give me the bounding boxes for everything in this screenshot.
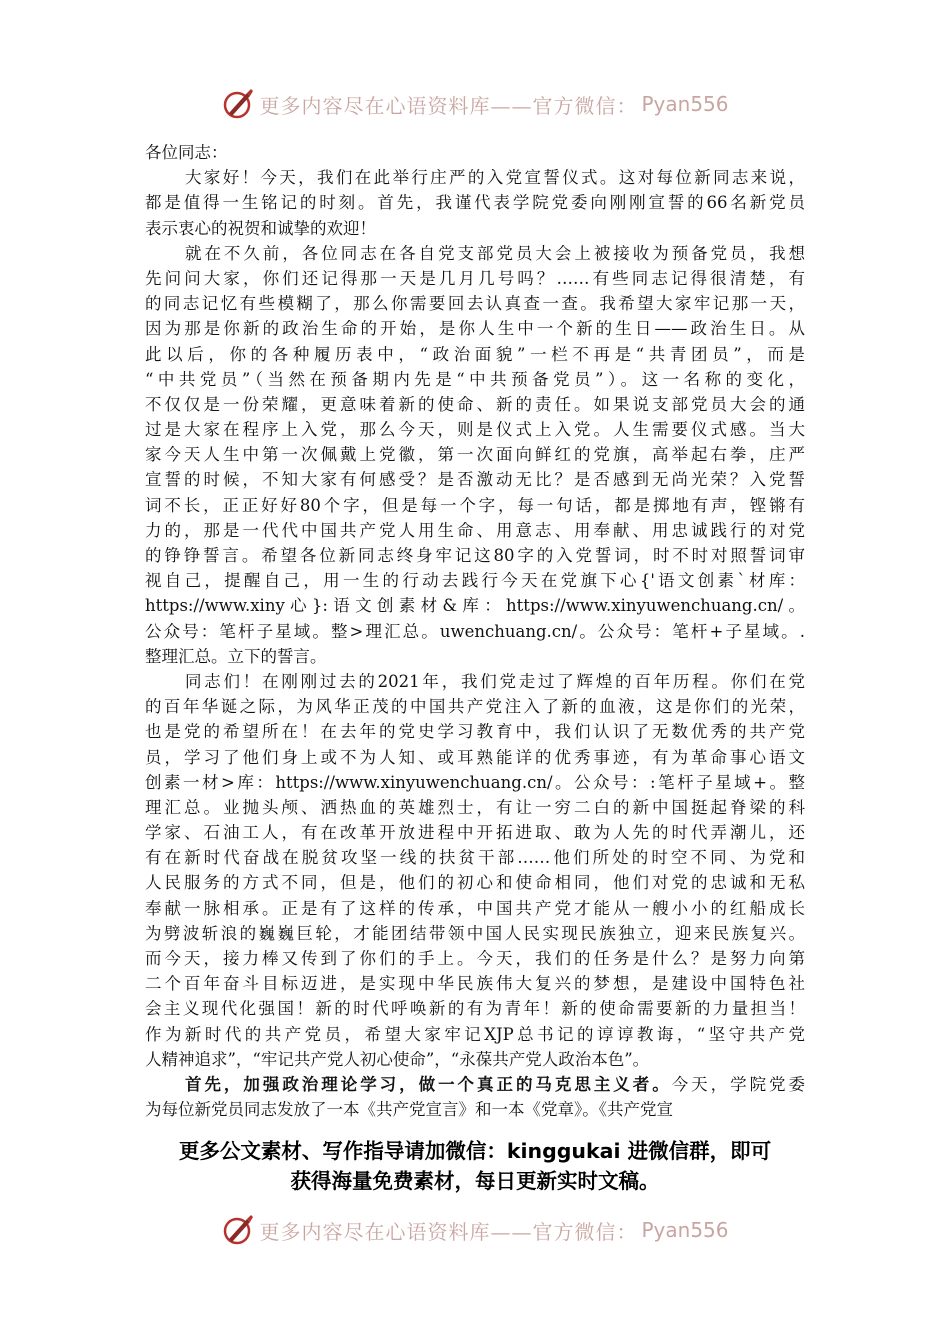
footer-banner <box>0 1212 950 1248</box>
paragraph-line: 有在新时代奋战在脱贫攻坚一线的扶贫干部……他们所处的时空不同、为党和 <box>145 848 805 868</box>
paragraph-line: “中共党员”（当然在预备期内先是“中共预备党员”）。这一名称的变化， <box>145 369 805 389</box>
paragraph-line: 创素一材>库：https://www.xinyuwenchuang.cn/。公众号：:笔杆子星域+。整 <box>145 772 805 792</box>
promo-line: 更多公文素材、写作指导请加微信：kinggukai 进微信群，即可 <box>178 1139 772 1163</box>
document-body <box>145 140 805 1122</box>
paragraph-line: 也是党的希望所在！在去年的党史学习教育中，我们认识了无数优秀的共产党 <box>145 722 805 742</box>
paragraph-line: 表示衷心的祝贺和诚挚的欢迎！ <box>145 218 376 238</box>
paragraph-line: 同志们！在刚刚过去的2021年，我们党走过了辉煌的百年历程。你们在党 <box>185 671 805 691</box>
paragraph-line: 不仅仅是一份荣耀，更意味着新的使命、新的责任。如果说支部党员大会的通 <box>145 394 805 414</box>
paragraph-line: 视自己，提醒自己，用一生的行动去践行今天在党旗下心{'语文创素`材库： <box>145 571 805 591</box>
banner-text: 更多内容尽在心语资料库——官方微信： <box>259 1219 638 1244</box>
paragraph-line: https://www.xiny心}:语文创素材&库：https://www.xinyuwenchuang.cn/。 <box>145 596 805 616</box>
paragraph-line: 的同志记忆有些模糊了，那么你需要回去认真查一查。我希望大家牢记那一天， <box>145 294 805 314</box>
paragraph-line: 整理汇总。立下的誓言。 <box>145 646 327 666</box>
pen-logo-icon <box>221 1213 255 1247</box>
salutation: 各位同志： <box>145 143 228 162</box>
paragraph-line: 为每位新党员同志发放了一本《共产党宣言》和一本《党章》。《共产党宣 <box>145 1100 673 1120</box>
paragraph-line: 人民服务的方式不同，但是，他们的初心和使命相同，他们对党的忠诚和无私 <box>145 873 805 893</box>
paragraph-line: 学家、石油工人，有在改革开放进程中开拓进取、敢为人先的时代弄潮儿，还 <box>145 823 805 843</box>
header-banner <box>0 86 950 122</box>
paragraph-line: 因为那是你新的政治生命的开始，是你人生中一个新的生日——政治生日。从 <box>145 319 805 339</box>
paragraph-line: 而今天，接力棒又传到了你们的手上。今天，我们的任务是什么？是努力向第 <box>145 949 805 968</box>
promo-notice <box>0 1136 950 1196</box>
section-heading-bold: 首先，加强政治理论学习，做一个真正的马克思主义者。 <box>185 1074 672 1094</box>
paragraph-text: 今天，学院党委 <box>671 1074 805 1094</box>
paragraph-line: 家今天人生中第一次佩戴上党徽，第一次面向鲜红的党旗，高举起右拳，庄严 <box>145 445 805 465</box>
paragraph-line: 词不长，正正好好80个字，但是每一个字，每一句话，都是掷地有声，铿锵有 <box>145 495 805 515</box>
paragraph-line: 作为新时代的共产党员，希望大家牢记XJP总书记的谆谆教诲，“坚守共产党 <box>145 1024 805 1044</box>
paragraph-line: 此以后，你的各种履历表中，“政治面貌”一栏不再是“共青团员”，而是 <box>145 344 805 364</box>
paragraph-line: 都是值得一生铭记的时刻。首先，我谨代表学院党委向刚刚宣誓的66名新党员 <box>145 193 805 213</box>
promo-line: 获得海量免费素材，每日更新实时文稿。 <box>290 1169 660 1193</box>
paragraph-line: 奉献一脉相承。正是有了这样的传承，中国共产党才能从一艘小小的红船成长 <box>145 898 805 918</box>
paragraph-line: 二个百年奋斗目标迈进，是实现中华民族伟大复兴的梦想，是建设中国特色社 <box>145 974 805 994</box>
paragraph-line: 员，学习了他们身上或不为人知、或耳熟能详的优秀事迹，有为革命事心语文 <box>145 747 805 767</box>
paragraph-line: 人精神追求”，“牢记共产党人初心使命”，“永葆共产党人政治本色”。 <box>145 1049 650 1069</box>
paragraph-line: 先问问大家，你们还记得那一天是几月几号吗？……有些同志记得很清楚，有 <box>145 268 805 288</box>
paragraph-line: 宣誓的时候，不知大家有何感受？是否激动无比？是否感到无尚光荣？入党誓 <box>145 470 805 490</box>
paragraph-line: 大家好！今天，我们在此举行庄严的入党宣誓仪式。这对每位新同志来说， <box>185 168 805 188</box>
paragraph-line: 的百年华诞之际，为风华正茂的中国共产党注入了新的血液，这是你们的光荣， <box>145 697 805 717</box>
paragraph-line: 力的，那是一代代中国共产党人用生命、用意志、用奉献、用忠诚践行的对党 <box>145 520 805 540</box>
paragraph-line: 的铮铮誓言。希望各位新同志终身牢记这80字的入党誓词，时不时对照誓词审 <box>145 546 805 565</box>
paragraph-line: 为劈波斩浪的巍巍巨轮，才能团结带领中国人民实现民族独立，迎来民族复兴。 <box>145 923 805 943</box>
paragraph-line: 公众号：笔杆子星域。整>理汇总。uwenchuang.cn/。公众号：笔杆+子星域。. <box>145 621 805 641</box>
paragraph-line: 会主义现代化强国！新的时代呼唤新的有为青年！新的使命需要新的力量担当！ <box>145 999 805 1019</box>
banner-wechat-id: Pyan556 <box>641 92 729 116</box>
paragraph-line <box>145 1072 805 1097</box>
paragraph-line: 就在不久前，各位同志在各自党支部党员大会上被接收为预备党员，我想 <box>185 243 805 263</box>
banner-text: 更多内容尽在心语资料库——官方微信： <box>259 93 638 118</box>
paragraph-line: 理汇总。业抛头颅、洒热血的英雄烈士，有让一穷二白的新中国挺起脊梁的科 <box>145 797 805 817</box>
paragraph-line: 过是大家在程序上入党，那么今天，则是仪式上入党。人生需要仪式感。当大 <box>145 420 805 440</box>
pen-logo-icon <box>221 87 255 121</box>
banner-wechat-id: Pyan556 <box>641 1218 729 1242</box>
